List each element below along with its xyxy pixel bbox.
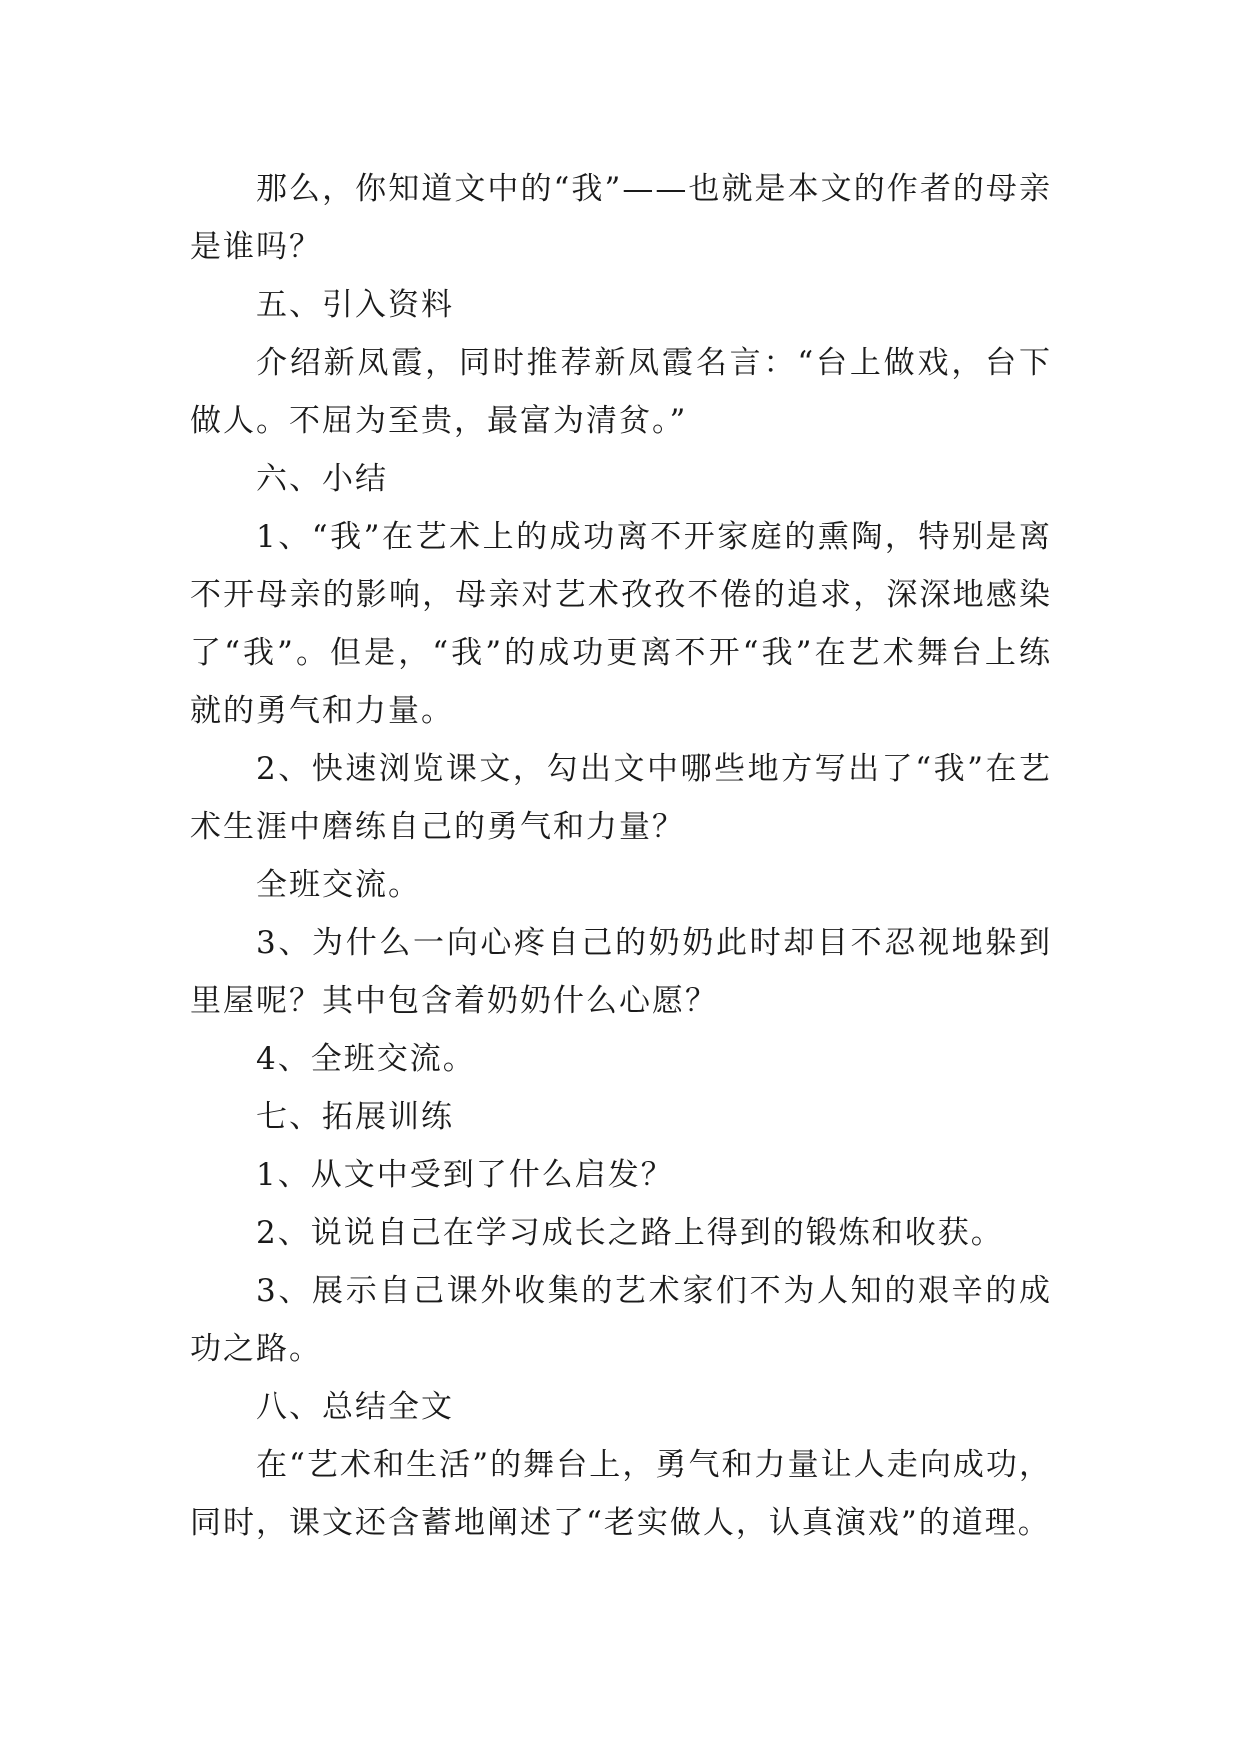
paragraph: 3、展示自己课外收集的艺术家们不为人知的艰辛的成功之路。 — [190, 1273, 1052, 1367]
section-heading: 八、总结全文 — [256, 1389, 454, 1425]
paragraph: 在“艺术和生活”的舞台上，勇气和力量让人走向成功，同时，课文还含蓄地阐述了“老实做人，认真演戏”的道理。 — [190, 1447, 1052, 1541]
paragraph: 2、说说自己在学习成长之路上得到的锻炼和收获。 — [256, 1215, 1004, 1251]
paragraph: 4、全班交流。 — [256, 1041, 476, 1077]
section-heading: 五、引入资料 — [256, 287, 454, 323]
paragraph: 1、从文中受到了什么启发？ — [256, 1157, 674, 1193]
paragraph: 全班交流。 — [256, 867, 421, 903]
paragraph: 介绍新凤霞，同时推荐新凤霞名言：“台上做戏，台下做人。不屈为至贵，最富为清贫。” — [190, 345, 1052, 439]
paragraph: 1、“我”在艺术上的成功离不开家庭的熏陶，特别是离不开母亲的影响，母亲对艺术孜孜不倦的追求，深深地感染了“我”。但是，“我”的成功更离不开“我”在艺术舞台上练就的勇气和力量。 — [190, 519, 1052, 729]
paragraph: 3、为什么一向心疼自己的奶奶此时却目不忍视地躲到里屋呢？其中包含着奶奶什么心愿？ — [190, 925, 1052, 1019]
document-body — [190, 160, 1052, 1552]
paragraph: 2、快速浏览课文，勾出文中哪些地方写出了“我”在艺术生涯中磨练自己的勇气和力量？ — [190, 751, 1052, 845]
paragraph: 那么，你知道文中的“我”——也就是本文的作者的母亲是谁吗？ — [190, 171, 1052, 265]
section-heading: 七、拓展训练 — [256, 1099, 454, 1135]
section-heading: 六、小结 — [256, 461, 388, 497]
